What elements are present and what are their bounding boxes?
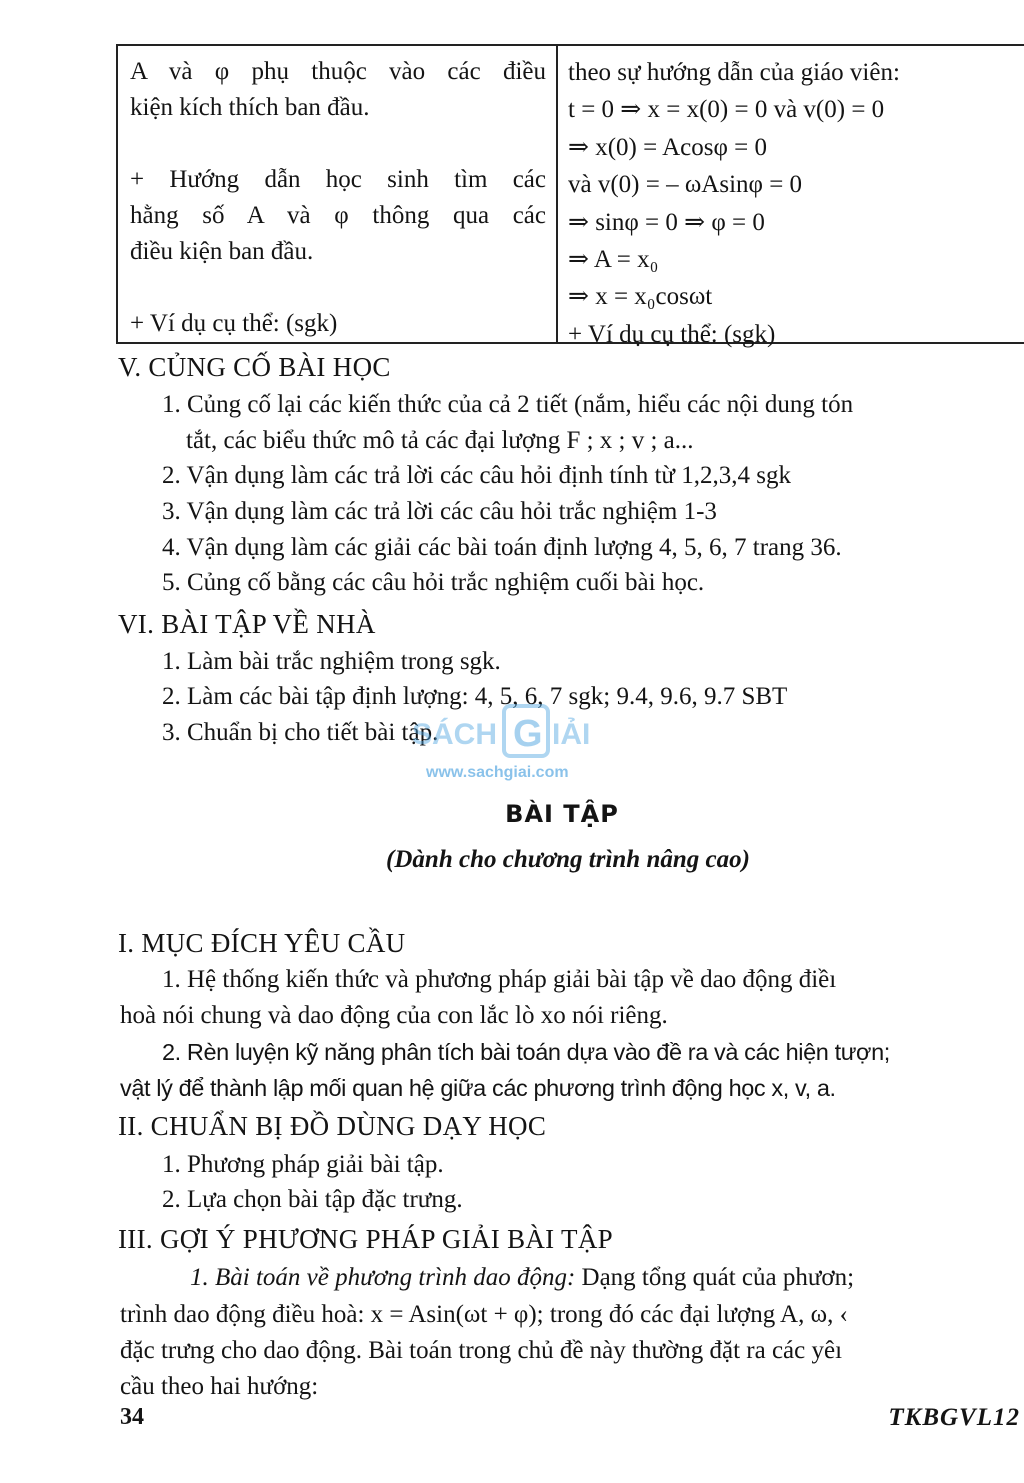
list-item: 1. Làm bài trắc nghiệm trong sgk. xyxy=(162,648,501,675)
watermark xyxy=(412,700,622,790)
paragraph-line: 2. Rèn luyện kỹ năng phân tích bài toán dựa vào đề ra và các hiện tượn; xyxy=(162,1039,890,1065)
table-right-line: + Ví dụ cụ thể: (sgk) xyxy=(568,320,776,348)
paragraph-line xyxy=(190,1264,1022,1292)
watermark-logo-text-mid: G xyxy=(513,713,543,755)
table-left-line: + Ví dụ cụ thể: (sgk) xyxy=(130,310,338,337)
section-heading-v: V. CỦNG CỐ BÀI HỌC xyxy=(118,352,391,382)
list-item: 2. Làm các bài tập định lượng: 4, 5, 6, 7 sgk; 9.4, 9.6, 9.7 SBT xyxy=(162,683,788,710)
table-right-line: ⇒ sinφ = 0 ⇒ φ = 0 xyxy=(568,208,765,236)
lesson-table xyxy=(116,44,1024,348)
table-right-column xyxy=(568,54,1024,353)
table-left-line: kiện kích thích ban đầu. xyxy=(130,94,370,121)
watermark-logo-text-right: IẢI xyxy=(552,718,591,751)
paragraph-line: hoà nói chung và dao động của con lắc lò xo nói riêng. xyxy=(120,1002,668,1029)
table-right-line: t = 0 ⇒ x = x(0) = 0 và v(0) = 0 xyxy=(568,96,885,124)
table-left-column xyxy=(130,54,546,342)
table-right-line: ⇒ A = x₀ xyxy=(568,245,659,273)
watermark-url: www.sachgiai.com xyxy=(426,764,569,781)
exercise-subtitle: (Dành cho chương trình nâng cao) xyxy=(386,846,750,873)
table-left-line: hằng số A và φ thông qua các xyxy=(130,202,546,229)
list-item: 2. Vận dụng làm các trả lời các câu hỏi định tính từ 1,2,3,4 sgk xyxy=(162,462,791,489)
table-right-line: theo sự hướng dẫn của giáo viên: xyxy=(568,59,900,86)
section-heading-vi: VI. BÀI TẬP VỀ NHÀ xyxy=(118,609,376,639)
paragraph-line: đặc trưng cho dao động. Bài toán trong chủ đề này thường đặt ra các yêı xyxy=(120,1337,843,1364)
problem-type-label: 1. Bài toán về phương trình dao động: xyxy=(190,1264,576,1291)
list-item: 3. Chuẩn bị cho tiết bài tập. xyxy=(162,719,439,746)
table-left-line: A và φ phụ thuộc vào các điều xyxy=(130,58,546,85)
section-heading-ii: II. CHUẨN BỊ ĐỒ DÙNG DẠY HỌC xyxy=(118,1111,547,1141)
table-right-line: ⇒ x(0) = Acosφ = 0 xyxy=(568,133,767,161)
watermark-logo-text-left: SÁCH xyxy=(412,718,498,751)
list-item-continuation: tắt, các biểu thức mô tả các đại lượng F ; x ; v ; a... xyxy=(186,427,694,454)
book-code: TKBGVL12 xyxy=(888,1404,1020,1431)
paragraph-line: vật lý để thành lập mối quan hệ giữa các phương trình động học x, v, a. xyxy=(120,1075,836,1101)
list-item: 5. Củng cố bằng các câu hỏi trắc nghiệm cuối bài học. xyxy=(162,569,705,596)
paragraph-text: Dạng tổng quát của phươn; xyxy=(575,1264,855,1291)
table-column-divider xyxy=(556,46,558,342)
list-item: 1. Củng cố lại các kiến thức của cả 2 tiết (nắm, hiểu các nội dung tón xyxy=(162,391,854,418)
exercise-title: BÀI TẬP xyxy=(505,800,619,828)
list-item: 3. Vận dụng làm các trả lời các câu hỏi trắc nghiệm 1-3 xyxy=(162,498,717,525)
paragraph-line: cầu theo hai hướng: xyxy=(120,1373,319,1400)
paragraph-line: trình dao động điều hoà: x = Asin(ωt + φ); trong đó các đại lượng A, ω, ‹ xyxy=(120,1301,848,1328)
list-item: 1. Phương pháp giải bài tập. xyxy=(162,1151,444,1178)
section-heading-iii: III. GỢI Ý PHƯƠNG PHÁP GIẢI BÀI TẬP xyxy=(118,1224,613,1254)
section-heading-i: I. MỤC ĐÍCH YÊU CẦU xyxy=(118,928,406,958)
table-right-line: ⇒ x = x₀cosωt xyxy=(568,283,713,311)
list-item: 2. Lựa chọn bài tập đặc trưng. xyxy=(162,1186,463,1213)
table-left-line: + Hướng dẫn học sinh tìm các xyxy=(130,166,546,193)
paragraph-line: 1. Hệ thống kiến thức và phương pháp giải bài tập về dao động điềı xyxy=(162,966,837,993)
page-number: 34 xyxy=(120,1404,144,1430)
table-right-line: và v(0) = – ωAsinφ = 0 xyxy=(568,171,803,199)
list-item: 4. Vận dụng làm các giải các bài toán định lượng 4, 5, 6, 7 trang 36. xyxy=(162,534,842,561)
watermark-logo xyxy=(412,700,622,760)
table-left-line: điều kiện ban đầu. xyxy=(130,238,314,265)
